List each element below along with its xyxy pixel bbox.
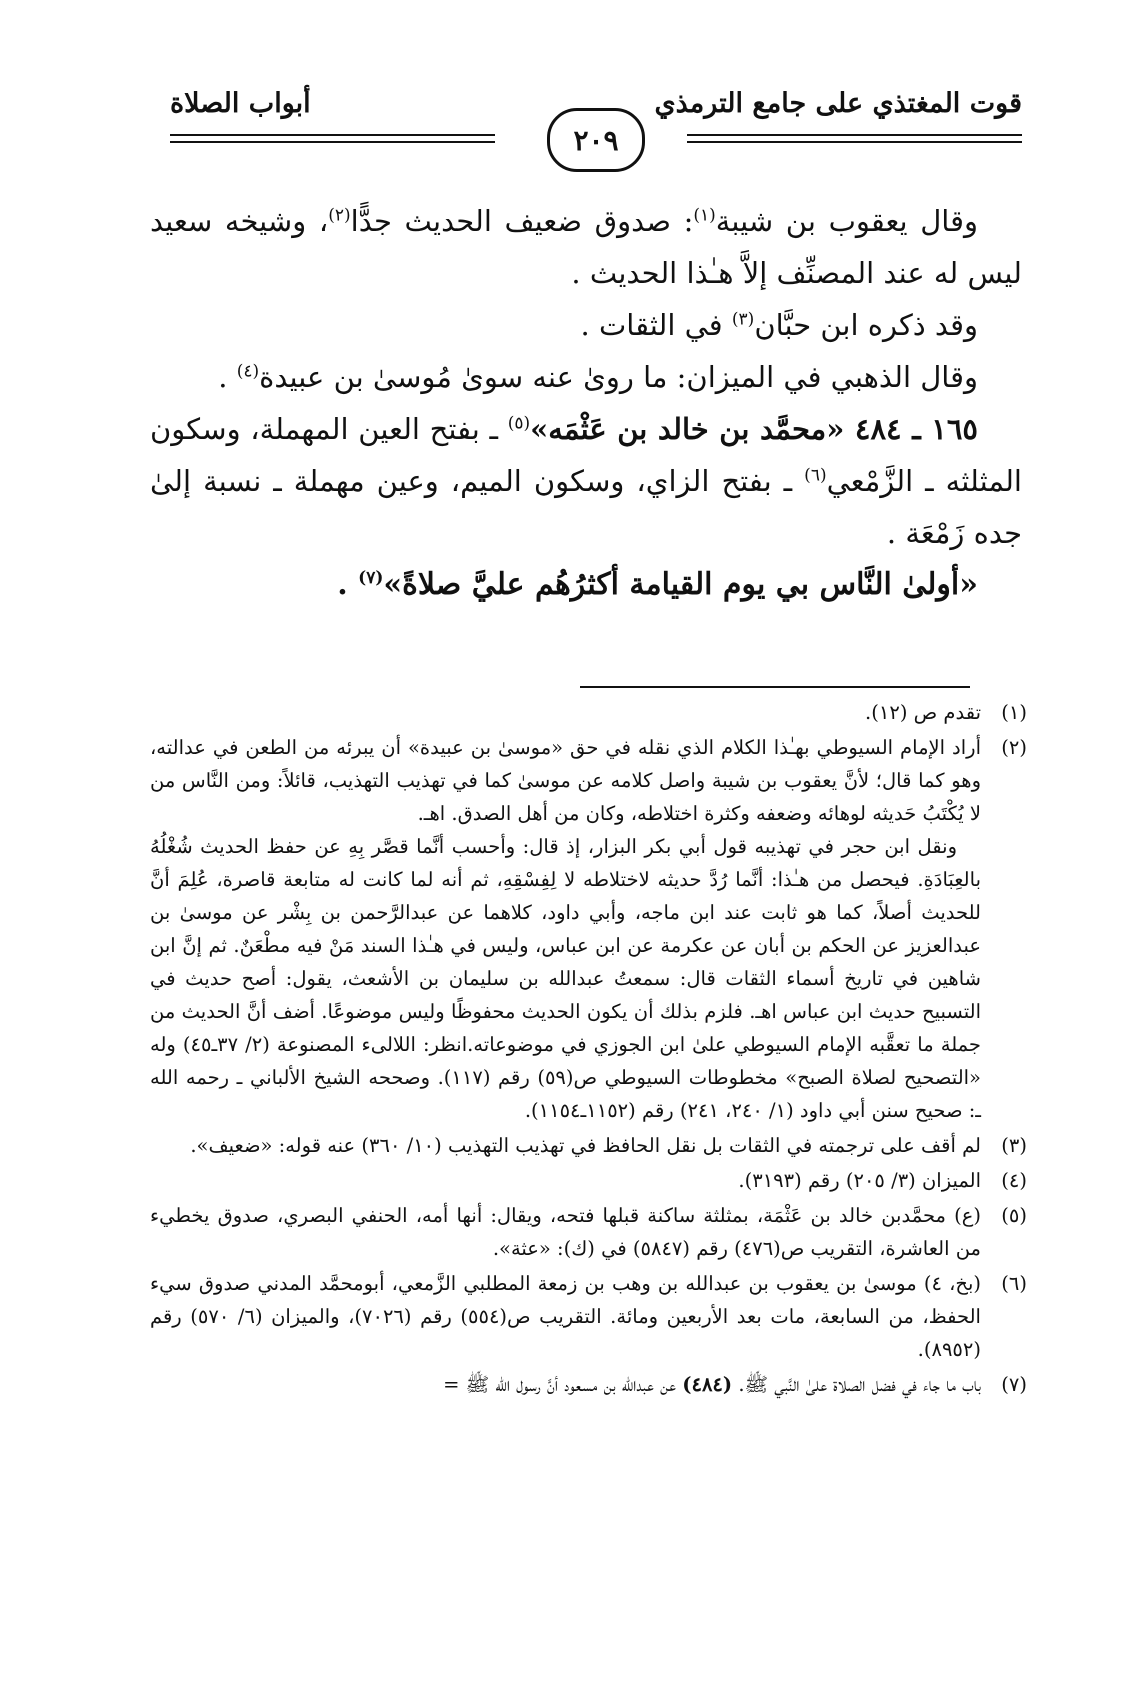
entry-name: «محمَّد بن خالد بن عَثْمَه» [530, 412, 845, 446]
book-title: قوت المغتذي على جامع الترمذي [654, 88, 1022, 119]
footnote-ref: (٧) [358, 568, 384, 588]
footnote-number: (٢) [1001, 736, 1027, 759]
footnote-ref: (٥) [507, 413, 531, 434]
footnote-separator [580, 686, 970, 688]
paragraph-dhahabi [150, 351, 1022, 403]
text-run: «أولىٰ النَّاس بي يوم القيامة أكثرُهُم عليَّ صلاةً» [383, 567, 978, 602]
page-number: ٢٠٩ [547, 108, 645, 172]
paragraph-ibn-hibban [150, 299, 1022, 351]
footnote-text: لم أقف على ترجمته في الثقات بل نقل الحافظ في تهذيب التهذيب (١٠/ ٣٦٠) عنه قوله: «ضعيف». [190, 1134, 981, 1157]
paragraph-entry [150, 403, 1022, 559]
footnote-1 [150, 696, 1027, 729]
footnote-2 [150, 731, 1027, 1127]
text-run: وقال الذهبي في الميزان: ما روىٰ عنه سوىٰ مُوسىٰ بن عبيدة [259, 360, 978, 394]
footnote-number: (٤) [1001, 1169, 1027, 1192]
text-run: وقد ذكره ابن حبَّان [754, 308, 978, 342]
header-rule-right [687, 134, 1022, 143]
footnotes [150, 696, 1027, 1403]
footnote-3 [150, 1129, 1027, 1162]
text-run: ـ بفتح الزاي، وسكون الميم، وعين مهملة ـ نسبة إلىٰ جده زَمْعَة . [150, 464, 1022, 550]
footnote-number: (١) [1001, 701, 1027, 724]
text-run: وقال يعقوب بن شيبة [715, 204, 979, 238]
text-run: ، وشيخه سعيد ليس له عند المصنِّف إلاَّ هـٰذا الحديث . [150, 204, 1022, 290]
text-run: : صدوق ضعيف الحديث جدًّا [350, 204, 694, 238]
footnote-text [150, 1368, 981, 1401]
footnote-number: (٧) [1001, 1373, 1027, 1396]
entry-number: ١٦٥ ـ ٤٨٤ [844, 412, 978, 446]
text-run: . [218, 360, 237, 394]
footnote-ref: (١) [693, 205, 716, 226]
footnote-ref: (٤) [236, 361, 260, 382]
text-run: ـ بفتح العين المهملة، وسكون المثلثه ـ الزَّمْعي [150, 412, 1022, 498]
text-run: باب ما جاء في فضل الصلاة علىٰ النَّبي ﷺ. [732, 1373, 981, 1396]
hadith-text [150, 559, 1022, 611]
footnote-6 [150, 1267, 1027, 1366]
page-header [170, 88, 1022, 168]
footnote-ref: (٦) [804, 465, 827, 486]
chapter-title: أبواب الصلاة [170, 88, 311, 119]
text-run: . [337, 567, 359, 602]
main-text [150, 195, 1022, 611]
footnote-text: تقدم ص (١٢). [865, 701, 981, 724]
footnote-text-continued: ونقل ابن حجر في تهذيبه قول أبي بكر البزار، إذ قال: وأحسب أنَّما قصَّر بِهِ عن حفظ الحديث شُغْلُهُ بالعِبَادَةِ. فيحصل من هـٰذا: أنَّما رُدَّ حديثه لاختلاطه لا لِفِسْقِهِ، ثم أنه لما كانت له متابعة قاصرة، عُلِمَ أنَّ للحديث أصلاً، كما هو ثابت عند ابن ماجه، وأبي داود، كلاهما عن عبدالرَّحمن بن بِشْر عن موسىٰ بن عبدالعزيز عن الحكم بن أبان عن عكرمة عن ابن عباس، وليس في هـٰذا السند مَنْ فيه مطْعَنٌ. ثم إنَّ ابن شاهين في تاريخ أسماء الثقات قال: سمعتُ عبدالله بن سليمان بن الأشعث، يقول: أصح حديث في التسبيح حديث ابن عباس اهـ. فلزم بذلك أن يكون الحديث محفوظًا وليس موضوعًا. أضف أنَّ الحديث من جملة ما تعقَّبه الإمام السيوطي علىٰ ابن الجوزي في موضوعاته.انظر: اللالىء المصنوعة (٢/ ٣٧ـ٤٥) وله «التصحيح لصلاة الصبح» مخطوطات السيوطي ص(٥٩) رقم (١١٧). وصححه الشيخ الألباني ـ رحمه الله ـ: صحيح سنن أبي داود (١/ ٢٤٠، ٢٤١) رقم (١١٥٢ـ١١٥٤). [150, 835, 982, 1122]
footnote-ref: (٣) [731, 309, 755, 330]
hadith-number: (٤٨٤) [682, 1373, 733, 1396]
footnote-5 [150, 1199, 1027, 1265]
footnote-ref: (٢) [328, 205, 351, 226]
footnote-number: (٦) [1001, 1272, 1027, 1295]
paragraph-yaqub [150, 195, 1022, 299]
footnote-number: (٣) [1001, 1134, 1027, 1157]
footnote-text: (ع) محمَّدبن خالد بن عَثْمَة، بمثلثة ساكنة قبلها فتحه، ويقال: أنها أمه، الحنفي البصري، صدوق يخطيء من العاشرة، التقريب ص(٤٧٦) رقم (٥٨٤٧) في (ك): «عثة». [150, 1204, 981, 1260]
header-rule-left [170, 134, 495, 143]
footnote-4 [150, 1164, 1027, 1197]
footnote-text: (بخ، ٤) موسىٰ بن يعقوب بن عبدالله بن وهب بن زمعة المطلبي الزَّمعي، أبومحمَّد المدني صدوق سيء الحفظ، من السابعة، مات بعد الأربعين ومائة. التقريب ص(٥٥٤) رقم (٧٠٢٦)، والميزان (٦/ ٥٧٠) رقم (٨٩٥٢). [150, 1272, 981, 1361]
text-run: عن عبدالله بن مسعود أنَّ رسول الله ﷺ = [443, 1373, 683, 1396]
footnote-7 [150, 1368, 1027, 1401]
footnote-text: الميزان (٣/ ٢٠٥) رقم (٣١٩٣). [738, 1169, 981, 1192]
footnote-number: (٥) [1001, 1204, 1027, 1227]
footnote-text: أراد الإمام السيوطي بهـٰذا الكلام الذي نقله في حق «موسىٰ بن عبيدة» أن يبرئه من الطعن في عدالته، وهو كما قال؛ لأنَّ يعقوب بن شيبة واصل كلامه عن موسىٰ كما في تهذيب التهذيب، قائلاً: ومن النَّاس من لا يُكْتَبُ حَديثه لوهائه وضعفه وكثرة اختلاطه، وكان من أهل الصدق. اهـ. [150, 736, 981, 825]
text-run: في الثقات . [580, 308, 732, 342]
